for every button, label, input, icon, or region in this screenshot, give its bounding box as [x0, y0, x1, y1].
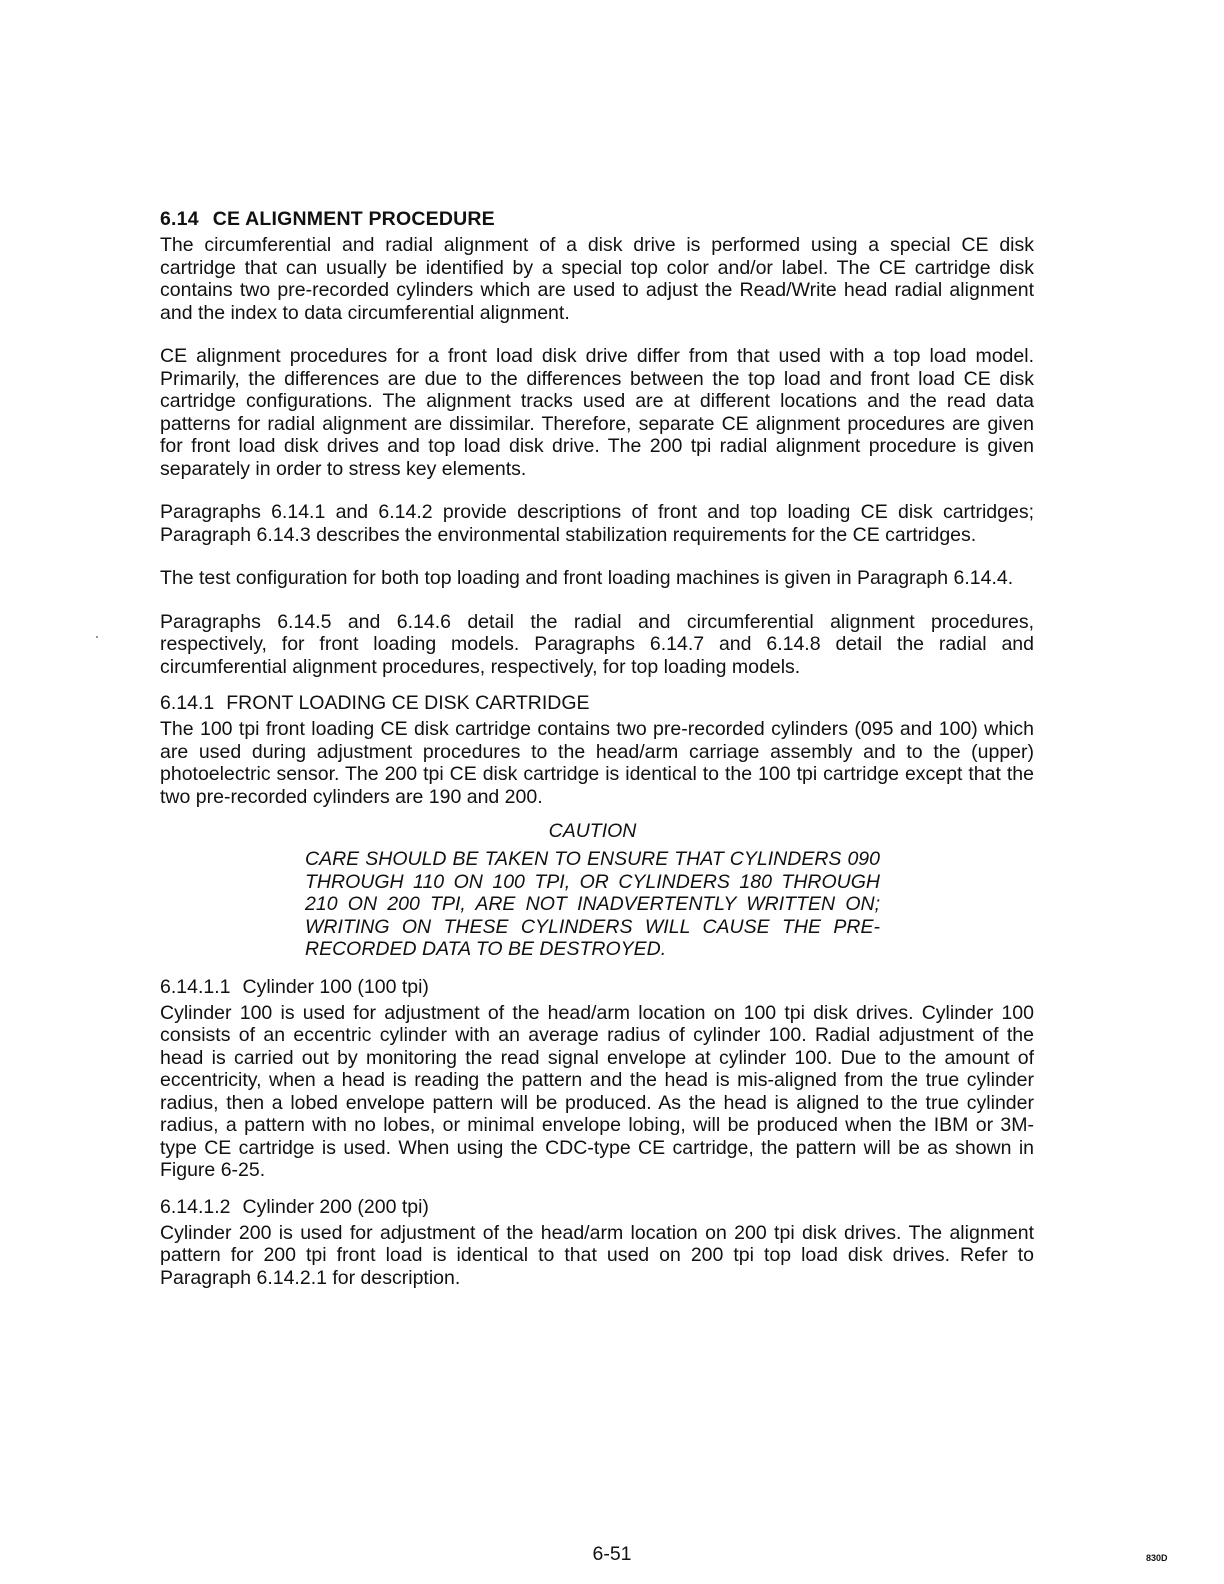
subsection-heading-6-14-1-2 — [160, 1195, 1034, 1219]
subsection-title: Cylinder 200 (200 tpi) — [242, 1195, 429, 1218]
front-loading-cartridge-paragraph: The 100 tpi front loading CE disk cartridge contains two pre-recorded cylinders (095 and 100) which are used during adjustment procedures to the head/arm carriage assembly and to the (upper) photoelectric sensor. The 200 tpi CE disk cartridge is identical to the 100 tpi cartridge except that the two pre-recorded cylinders are 190 and 200. — [160, 718, 1034, 808]
subsection-heading-6-14-1 — [160, 691, 1034, 715]
section-title: CE ALIGNMENT PROCEDURE — [212, 208, 495, 230]
subsection-title: Cylinder 100 (100 tpi) — [242, 975, 429, 998]
intro-paragraph-2: CE alignment procedures for a front load disk drive differ from that used with a top load model. Primarily, the differences are due to the differences between the top load and front load CE disk cartridge configurations. The alignment tracks used are at different locations and the read data patterns for radial alignment are dissimilar. Therefore, separate CE alignment procedures are given for front load disk drives and top load disk drive. The 200 tpi radial alignment procedure is given separately in order to stress key elements. — [160, 345, 1034, 480]
caution-block — [305, 819, 880, 961]
cylinder-100-paragraph: Cylinder 100 is used for adjustment of the head/arm location on 100 tpi disk drives. Cylinder 100 consists of an eccentric cylinder with an average radius of cylinder 100. Radial adjustment of the head is carried out by monitoring the read signal envelope at cylinder 100. Due to the amount of eccentricity, when a head is reading the pattern and the head is mis-aligned from the true cylinder radius, then a lobed envelope pattern will be produced. As the head is aligned to the true cylinder radius, a pattern with no lobes, or minimal envelope lobing, will be produced when the IBM or 3M-type CE cartridge is used. When using the CDC-type CE cartridge, the pattern will be as shown in Figure 6-25. — [160, 1001, 1034, 1181]
intro-paragraph-3: Paragraphs 6.14.1 and 6.14.2 provide descriptions of front and top loading CE disk cartridges; Paragraph 6.14.3 describes the environmental stabilization requirements for the CE cartridges. — [160, 501, 1034, 546]
caution-title: CAUTION — [548, 820, 637, 842]
subsection-number: 6.14.1 — [160, 692, 215, 714]
page-number: 6-51 — [592, 1543, 632, 1565]
subsection-heading-6-14-1-1 — [160, 975, 1034, 999]
subsection-number: 6.14.1.2 — [160, 1195, 231, 1218]
subsection-title: FRONT LOADING CE DISK CARTRIDGE — [226, 692, 590, 714]
document-page — [160, 207, 1034, 1310]
intro-paragraph-4: The test configuration for both top loading and front loading machines is given in Paragraph 6.14.4. — [160, 567, 1014, 589]
section-heading — [160, 207, 1034, 231]
cylinder-200-paragraph: Cylinder 200 is used for adjustment of the head/arm location on 200 tpi disk drives. The alignment pattern for 200 tpi front load is identical to that used on 200 tpi top load disk drives. Refer to Paragraph 6.14.2.1 for description. — [160, 1221, 1034, 1289]
intro-paragraph-5: Paragraphs 6.14.5 and 6.14.6 detail the radial and circumferential alignment procedures, respectively, for front loading models. Paragraphs 6.14.7 and 6.14.8 detail the radial and circumferential alignment procedures, respectively, for top loading models. — [160, 610, 1034, 678]
subsection-number: 6.14.1.1 — [160, 975, 231, 998]
scan-speck — [96, 636, 98, 638]
document-code: 830D — [1146, 1553, 1168, 1563]
caution-text: CARE SHOULD BE TAKEN TO ENSURE THAT CYLINDERS 090 THROUGH 110 ON 100 TPI, OR CYLINDERS 180 THROUGH 210 ON 200 TPI, ARE NOT INADVERTENTLY WRITTEN ON; WRITING ON THESE CYLINDERS WILL CAUSE THE PRE-RECORDED DATA TO BE DESTROYED. — [305, 848, 880, 960]
intro-paragraph-1: The circumferential and radial alignment of a disk drive is performed using a special CE disk cartridge that can usually be identified by a special top color and/or label. The CE cartridge disk contains two pre-recorded cylinders which are used to adjust the Read/Write head radial alignment and the index to data circumferential alignment. — [160, 234, 1034, 324]
section-number: 6.14 — [160, 208, 199, 230]
